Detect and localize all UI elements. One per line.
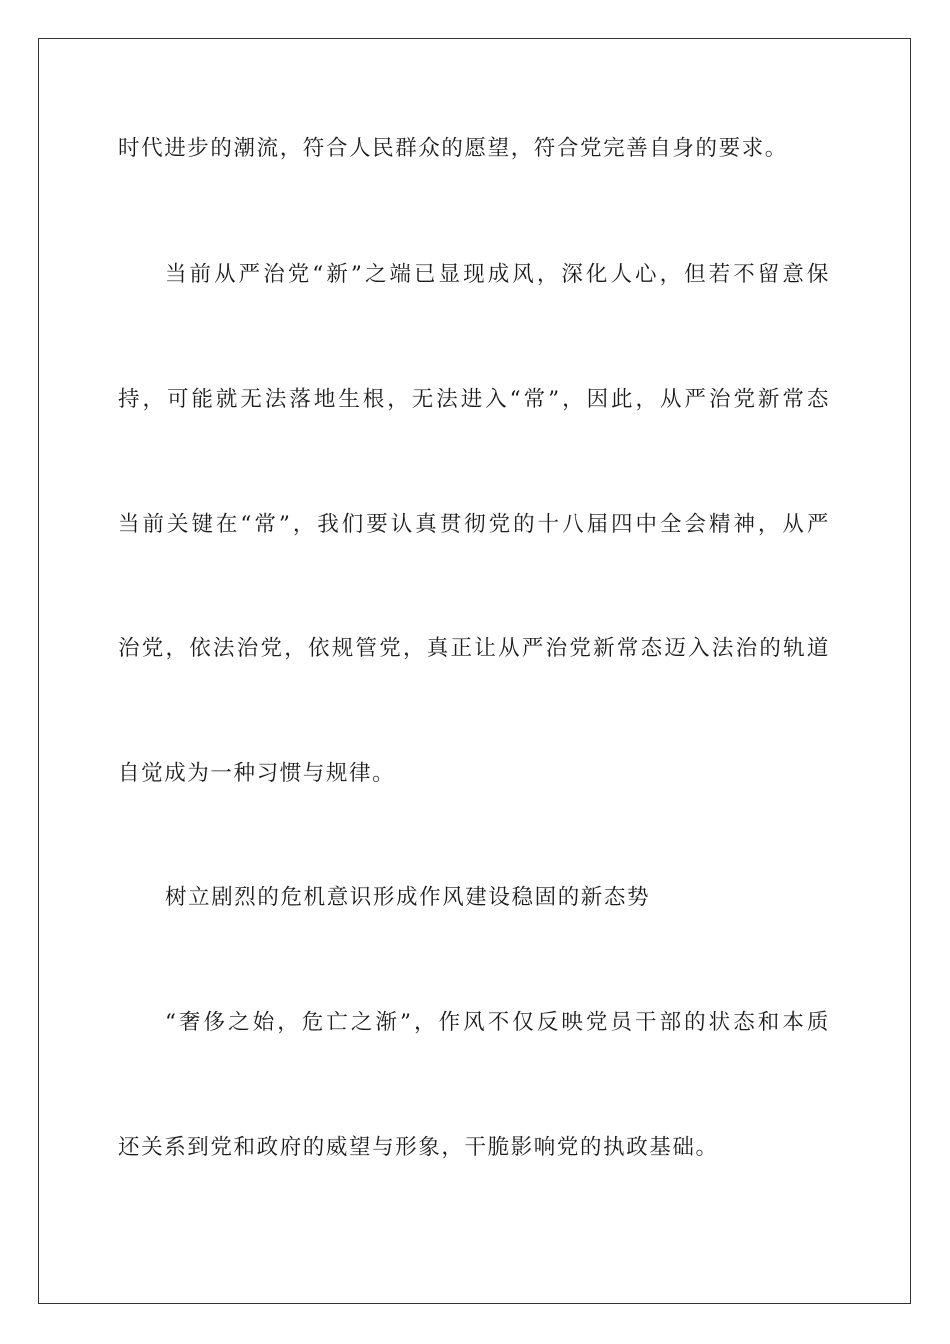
text-line: 当前关键在“常”，我们要认真贯彻党的十八届四中全会精神，从严 — [118, 512, 830, 537]
text-line: 自觉成为一种习惯与规律。 — [118, 761, 396, 786]
text-line: 治党，依法治党，依规管党，真正让从严治党新常态迈入法治的轨道 — [118, 636, 830, 661]
text-line: 时代进步的潮流，符合人民群众的愿望，符合党完善自身的要求。 — [118, 136, 788, 161]
section-heading: 树立剧烈的危机意识形成作风建设稳固的新态势 — [165, 885, 651, 910]
paragraph-first-line: 当前从严治党“新”之端已显现成风，深化人心，但若不留意保 — [165, 262, 830, 287]
text-line: 还关系到党和政府的威望与形象，干脆影响党的执政基础。 — [118, 1135, 719, 1160]
page-border — [38, 38, 911, 1304]
text-line: 持，可能就无法落地生根，无法进入“常”，因此，从严治党新常态 — [118, 387, 830, 412]
paragraph-first-line: “奢侈之始，危亡之渐”，作风不仅反映党员干部的状态和本质 — [165, 1010, 830, 1035]
